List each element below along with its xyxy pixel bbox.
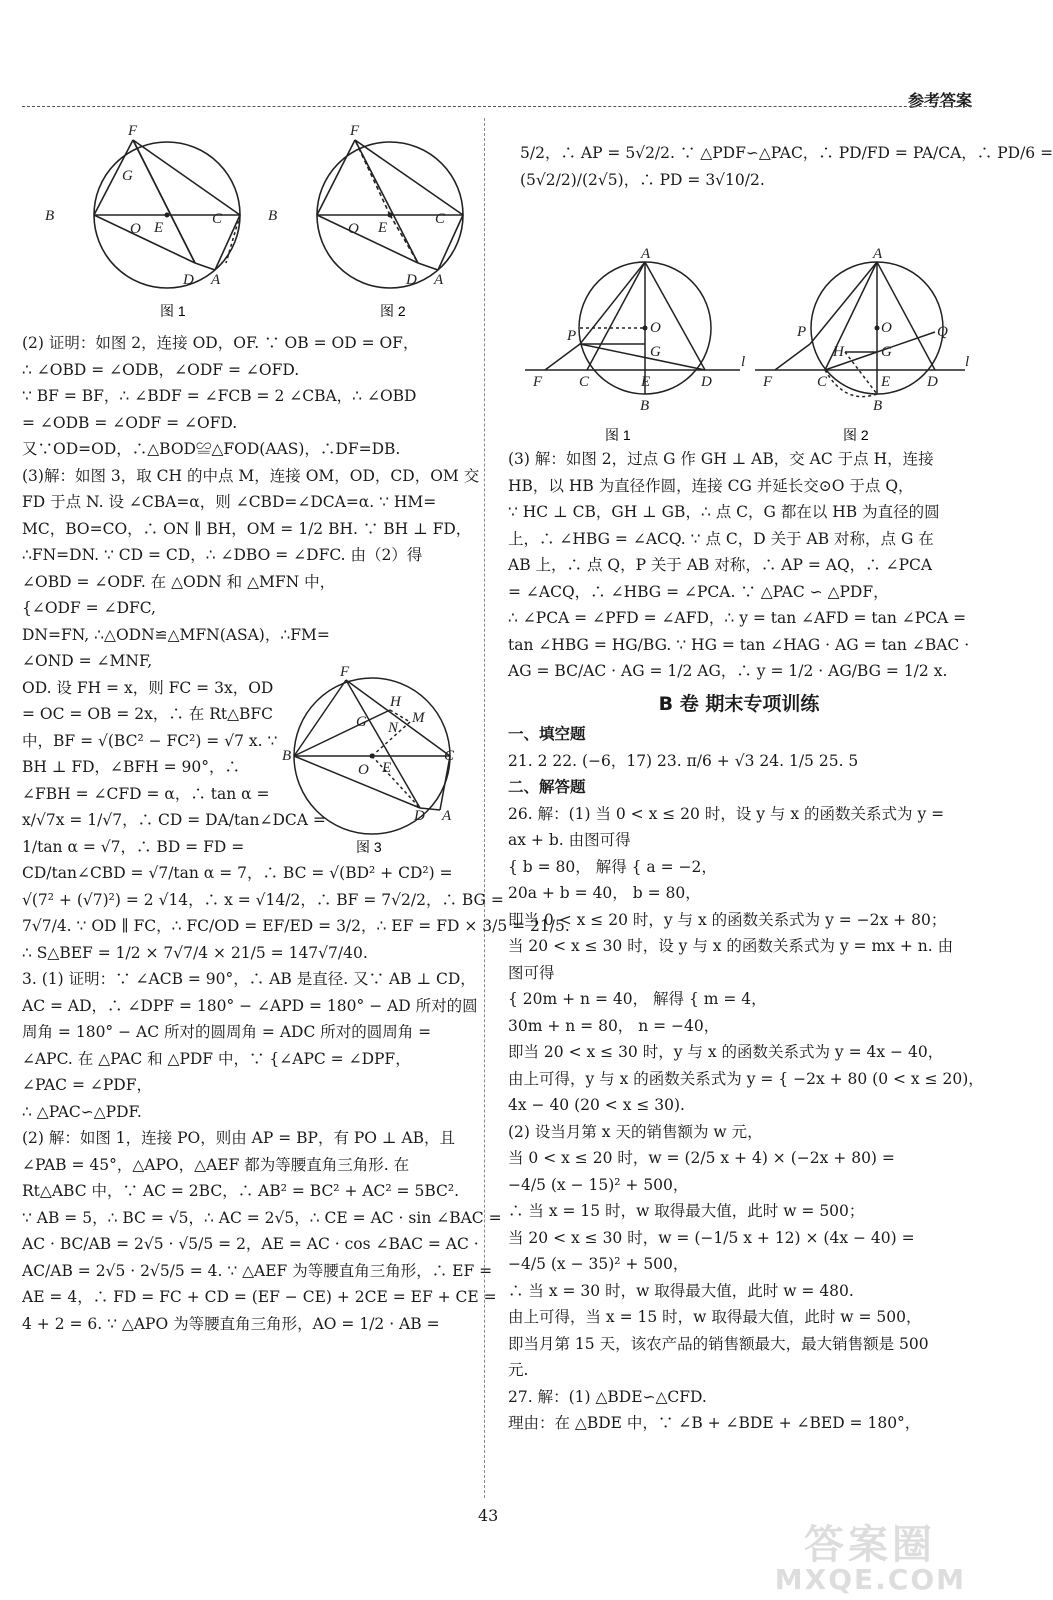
text-line: 理由：在 △BDE 中，∵ ∠B + ∠BDE + ∠BED = 180°， <box>508 1414 921 1432</box>
text-line: 元. <box>508 1361 529 1379</box>
text-line: ∴ 当 x = 15 时，w 取得最大值，此时 w = 500； <box>508 1202 865 1220</box>
text-line: ∠APC. 在 △PAC 和 △PDF 中，∵ {∠APC = ∠DPF， <box>22 1049 411 1068</box>
text-line: ∴ S△BEF = 1/2 × 7√7/4 × 21/5 = 147√7/40. <box>22 943 368 962</box>
fill-blank-answers: 21. 2 22. (−6，17) 23. π/6 + √3 24. 1/5 25. 5 <box>508 751 859 770</box>
label-h3: H <box>390 694 401 710</box>
text-line: ∴FN=DN. ∵ CD = CD，∴ ∠DBO = ∠DFC. 由（2）得 <box>22 546 423 564</box>
label-b3: B <box>282 748 292 764</box>
label-c-r1: C <box>579 374 590 390</box>
label-e2: E <box>378 220 388 236</box>
label-g-r1: G <box>650 344 661 360</box>
caption-fig2-left: 图 2 <box>380 303 406 319</box>
text-line: ∠OBD = ∠ODF. 在 △ODN 和 △MFN 中， <box>22 572 336 591</box>
text-line: ∠PAC = ∠PDF， <box>22 1076 152 1094</box>
label-b-r2: B <box>873 398 883 414</box>
text-line: ∴ 当 x = 30 时，w 取得最大值，此时 w = 480. <box>508 1281 854 1300</box>
watermark-url: MXQE.COM <box>774 1563 966 1596</box>
figure-pair-top-right <box>505 240 975 446</box>
label-h-r2: H <box>833 344 844 360</box>
text-line: 即当 20 < x ≤ 30 时，y 与 x 的函数关系式为 y = 4x − 40， <box>508 1043 944 1061</box>
text-line: 当 20 < x ≤ 30 时，设 y 与 x 的函数关系式为 y = mx + n. 由 <box>508 937 954 955</box>
text-line: AC = AD，∴ ∠DPF = 180° − ∠APD = 180° − AD 所对的圆 <box>22 996 478 1015</box>
label-o-r2: O <box>881 320 892 336</box>
header-title: 参考答案 <box>907 91 972 110</box>
watermark-logo-text: 答案圈 <box>804 1522 936 1568</box>
text-line: 由上可得，当 x = 15 时，w 取得最大值，此时 w = 500， <box>508 1308 922 1326</box>
text-line: 上，∴ ∠HBG = ∠ACQ. ∵ 点 C，D 关于 AB 对称，点 G 在 <box>508 529 934 548</box>
label-e-r2: E <box>881 374 891 390</box>
label-f-r2: F <box>763 374 773 390</box>
text-line: AB 上，∴ 点 Q，P 关于 AB 对称，∴ AP = AQ，∴ ∠PCA <box>508 556 933 574</box>
text-line: ∴ △PAC∽△PDF. <box>22 1102 142 1121</box>
text-line: Rt△ABC 中，∵ AC = 2BC，∴ AB² = BC² + AC² = 5BC². <box>22 1182 460 1200</box>
caption-fig3: 图 3 <box>356 839 382 855</box>
text-line: 27. 解：(1) △BDE∽△CFD. <box>508 1387 707 1406</box>
right-column-top <box>520 140 1053 193</box>
caption-fig1-left: 图 1 <box>160 303 186 319</box>
caption-fig1-right: 图 1 <box>605 427 631 443</box>
text-line: ∵ BF = BF，∴ ∠BDF = ∠FCB = 2 ∠CBA，∴ ∠OBD <box>22 387 417 405</box>
label-c: C <box>212 211 223 227</box>
text-line: 即当 0 < x ≤ 20 时，y 与 x 的函数关系式为 y = −2x + 80； <box>508 910 947 929</box>
text-line: 1/tan α = √7，∴ BD = FD = <box>22 837 245 856</box>
text-line: MC，BO=CO，∴ ON ∥ BH，OM = 1/2 BH. ∵ BH ⊥ FD， <box>22 519 472 538</box>
label-g3: G <box>356 714 367 730</box>
text-line: ∴ ∠OBD = ∠ODB，∠ODF = ∠OFD. <box>22 360 300 379</box>
text-line: AC/AB = 2√5 · 2√5/5 = 4. ∵ △AEF 为等腰直角三角形，∴ EF = <box>22 1261 493 1280</box>
text-line: ∠OND = ∠MNF, <box>22 652 153 670</box>
label-d2: D <box>406 272 417 288</box>
text-line: x/√7x = 1/√7，∴ CD = DA/tan∠DCA = <box>22 811 326 829</box>
caption-fig2-right: 图 2 <box>843 427 869 443</box>
label-o: O <box>130 221 141 237</box>
text-line: tan ∠HBG = HG/BG. ∵ HG = tan ∠HAG · AG = tan ∠BAC · <box>508 635 970 654</box>
label-a3: A <box>442 808 452 824</box>
text-line: = OC = OB = 2x，∴ 在 Rt△BFC <box>22 705 274 723</box>
text-line: −4/5 (x − 35)² + 500， <box>508 1255 689 1273</box>
text-line: HB，以 HB 为直径作圆，连接 CG 并延长交⊙O 于点 Q， <box>508 476 914 495</box>
label-g-r2: G <box>881 344 892 360</box>
text-line: ∴ ∠PCA = ∠PFD = ∠AFD，∴ y = tan ∠AFD = tan ∠PCA = <box>508 609 967 627</box>
text-line: {∠ODF = ∠DFC, <box>22 599 156 617</box>
page-number: 43 <box>478 1506 499 1525</box>
text-line: 30m + n = 80， n = −40， <box>508 1016 720 1035</box>
label-c2: C <box>435 211 446 227</box>
text-line: 中，BF = √(BC² − FC²) = √7 x. ∵ <box>22 731 278 750</box>
label-l-r2: l <box>965 354 970 370</box>
text-line: = ∠ODB = ∠ODF = ∠OFD. <box>22 413 238 432</box>
label-d-r2: D <box>927 374 938 390</box>
text-line: 3. (1) 证明：∵ ∠ACB = 90°，∴ AB 是直径. 又∵ AB ⊥ CD， <box>22 970 476 988</box>
text-line: 5/2，∴ AP = 5√2/2. ∵ △PDF∽△PAC，∴ PD/FD = PA/CA，∴ PD/6 = <box>520 144 1053 162</box>
label-a-r1: A <box>641 246 651 262</box>
text-line: 图可得 <box>508 963 555 982</box>
label-d: D <box>183 272 194 288</box>
label-o-r1: O <box>650 320 661 336</box>
label-e-r1: E <box>641 374 651 390</box>
label-m3: M <box>412 710 425 726</box>
label-a: A <box>211 272 221 288</box>
label-q-r2: Q <box>937 324 948 340</box>
label-a-r2: A <box>873 246 883 262</box>
label-f2: F <box>350 123 360 139</box>
label-d3: D <box>414 808 425 824</box>
label-b-r1: B <box>640 398 650 414</box>
text-line: 即当月第 15 天，该农产品的销售额最大，最大销售额是 500 <box>508 1334 929 1353</box>
label-c3: C <box>444 748 455 764</box>
text-line: ∵ HC ⊥ CB，GH ⊥ GB，∴ 点 C，G 都在以 HB 为直径的圆 <box>508 503 940 521</box>
text-line: (3)解：如图 3，取 CH 的中点 M，连接 OM，OD，CD，OM 交 <box>22 466 480 485</box>
text-line: FD 于点 N. 设 ∠CBA=α，则 ∠CBD=∠DCA=α. ∵ HM= <box>22 493 437 511</box>
text-line: √(7² + (√7)²) = 2 √14，∴ x = √14/2，∴ BF = 7√2/2，∴ BG = <box>22 890 504 909</box>
label-o2: O <box>348 221 359 237</box>
label-f: F <box>128 123 138 139</box>
text-line: 由上可得，y 与 x 的函数关系式为 y = { −2x + 80 (0 < x ≤ 20)， <box>508 1069 984 1088</box>
text-line: AE = 4，∴ FD = FC + CD = (EF − CE) + 2CE = EF + CE = <box>22 1288 497 1306</box>
text-line: (5√2/2)/(2√5)，∴ PD = 3√10/2. <box>520 170 765 189</box>
fill-blank-heading: 一、填空题 <box>508 725 586 743</box>
text-line: 7√7/4. ∵ OD ∥ FC，∴ FC/OD = EF/ED = 3/2，∴ EF = FD × 3/5 = 21/5. <box>22 917 570 935</box>
label-f-r1: F <box>533 374 543 390</box>
text-line: ∵ AB = 5，∴ BC = √5，∴ AC = 2√5，∴ CE = AC · sin ∠BAC = <box>22 1208 502 1227</box>
label-l-r1: l <box>741 354 746 370</box>
figure-pair-top-left <box>30 118 480 328</box>
text-line: 当 20 < x ≤ 30 时，w = (−1/5 x + 12) × (4x − 40) = <box>508 1228 915 1247</box>
label-p-r1: P <box>567 328 577 344</box>
label-b2: B <box>268 208 278 224</box>
text-line: DN=FN, ∴△ODN≌△MFN(ASA)，∴FM= <box>22 625 330 644</box>
text-line: ∠FBH = ∠CFD = α，∴ tan α = <box>22 784 270 803</box>
text-line: (2) 证明：如图 2，连接 OD，OF. ∵ OB = OD = OF， <box>22 334 419 352</box>
text-line: BH ⊥ FD，∠BFH = 90°，∴ <box>22 758 240 776</box>
text-line: 4x − 40 (20 < x ≤ 30). <box>508 1096 685 1114</box>
text-line: OD. 设 FH = x，则 FC = 3x，OD <box>22 678 274 697</box>
label-b: B <box>45 208 55 224</box>
text-line: = ∠ACQ，∴ ∠HBG = ∠PCA. ∵ △PAC ∽ △PDF， <box>508 582 889 601</box>
text-line: (3) 解：如图 2，过点 G 作 GH ⊥ AB，交 AC 于点 H，连接 <box>508 450 934 468</box>
label-n3: N <box>388 720 399 736</box>
text-line: −4/5 (x − 15)² + 500， <box>508 1175 689 1194</box>
section-b-title: B 卷 期末专项训练 <box>658 692 820 715</box>
text-line: 又∵OD=OD，∴△BOD≌△FOD(AAS)，∴DF=DB. <box>22 440 401 458</box>
label-g: G <box>122 168 133 184</box>
label-f3: F <box>340 664 350 680</box>
label-o3: O <box>358 762 369 778</box>
text-line: 26. 解：(1) 当 0 < x ≤ 20 时，设 y 与 x 的函数关系式为 y = <box>508 804 945 823</box>
label-e3: E <box>382 760 392 776</box>
label-a2: A <box>434 272 444 288</box>
label-d-r1: D <box>701 374 712 390</box>
text-line: { b = 80， 解得 { a = −2， <box>508 857 717 876</box>
text-line: ∠PAB = 45°，△APO，△AEF 都为等腰直角三角形. 在 <box>22 1155 410 1174</box>
solve-heading: 二、解答题 <box>508 778 586 796</box>
label-e: E <box>154 220 164 236</box>
label-p-r2: P <box>797 324 807 340</box>
text-line: ax + b. 由图可得 <box>508 831 631 849</box>
text-line: 20a + b = 40， b = 80， <box>508 884 701 902</box>
text-line: { 20m + n = 40， 解得 { m = 4， <box>508 990 767 1008</box>
text-line: AC · BC/AB = 2√5 · √5/5 = 2，AE = AC · cos ∠BAC = AC · <box>22 1235 479 1253</box>
text-line: AG = BC/AC · AG = 1/2 AG，∴ y = 1/2 · AG/BG = 1/2 x. <box>508 662 948 680</box>
text-line: 周角 = 180° − AC 所对的圆周角 = ADC 所对的圆周角 = <box>22 1023 432 1041</box>
text-line: (2) 设当月第 x 天的销售额为 w 元， <box>508 1122 763 1141</box>
text-line: CD/tan∠CBD = √7/tan α = 7，∴ BC = √(BD² + CD²) = <box>22 864 453 882</box>
right-column <box>508 446 984 1437</box>
text-line: 当 0 < x ≤ 20 时，w = (2/5 x + 4) × (−2x + 80) = <box>508 1149 895 1167</box>
header-rule <box>22 106 972 107</box>
text-line: 4 + 2 = 6. ∵ △APO 为等腰直角三角形，AO = 1/2 · AB = <box>22 1314 440 1333</box>
text-line: (2) 解：如图 1，连接 PO，则由 AP = BP，有 PO ⊥ AB，且 <box>22 1129 456 1147</box>
label-c-r2: C <box>817 374 828 390</box>
